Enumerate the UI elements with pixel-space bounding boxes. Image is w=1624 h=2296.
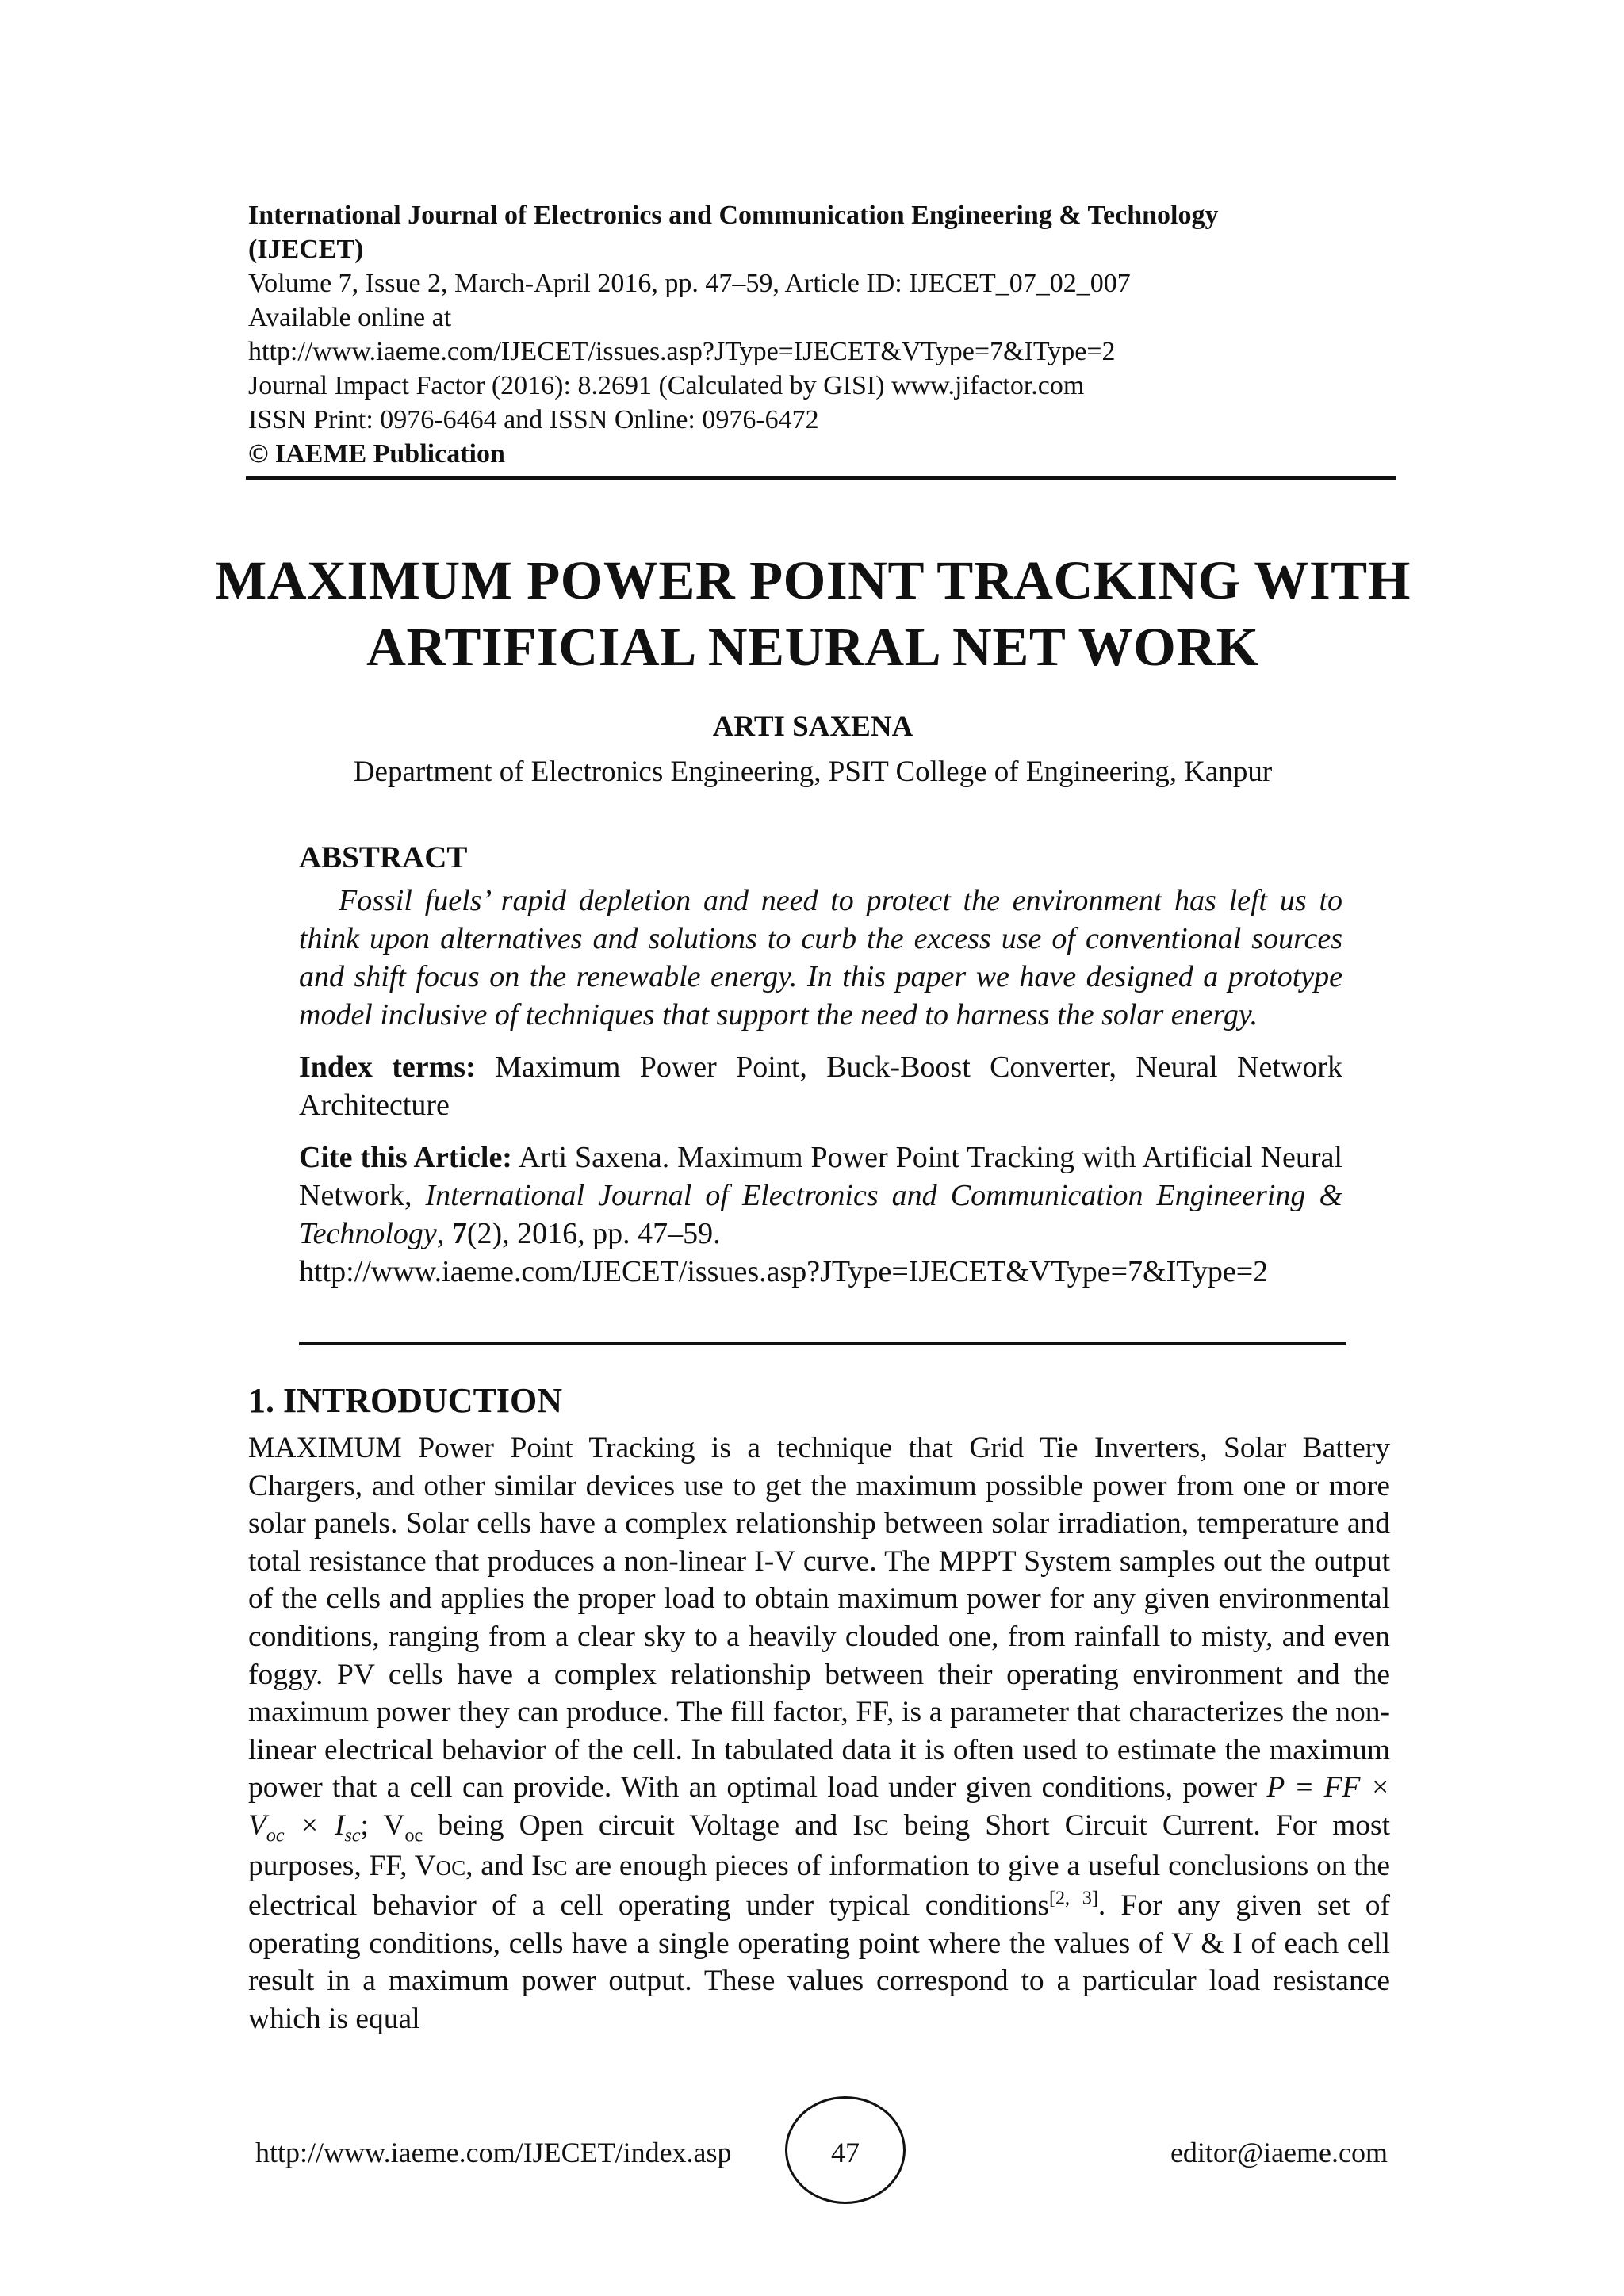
issue-url[interactable]: http://www.iaeme.com/IJECET/issues.asp?JType=IJECET&VType=7&IType=2 bbox=[248, 337, 1116, 366]
introduction-body bbox=[248, 1429, 1390, 2038]
intro-text-4: being Short Circuit Current. For most purposes, FF, V bbox=[248, 1808, 1390, 1882]
cite-issue-pages: (2), 2016, pp. 47–59. bbox=[466, 1217, 721, 1250]
footer-url[interactable]: http://www.iaeme.com/IJECET/index.asp bbox=[255, 2137, 732, 2168]
cite-url[interactable]: http://www.iaeme.com/IJECET/issues.asp?JType=IJECET&VType=7&IType=2 bbox=[299, 1255, 1269, 1288]
intro-text-5: , and I bbox=[465, 1849, 542, 1882]
available-online: Available online at bbox=[248, 303, 452, 332]
journal-name-line2: (IJECET) bbox=[248, 235, 364, 264]
reference-marker[interactable]: [2, 3] bbox=[1048, 1888, 1098, 1909]
intro-text-3: being Open circuit Voltage and I bbox=[423, 1808, 863, 1842]
formula-sub-sc: sc bbox=[344, 1825, 361, 1846]
abstract-section bbox=[299, 839, 1342, 1291]
paper-title bbox=[159, 547, 1467, 680]
journal-header bbox=[248, 198, 1390, 471]
page-number: 47 bbox=[831, 2137, 860, 2168]
author-affiliation: Department of Electronics Engineering, PSIT College of Engineering, Kanpur bbox=[353, 756, 1273, 788]
cite-comma: , bbox=[436, 1217, 445, 1250]
abstract-text: Fossil fuels’ rapid depletion and need to protect the environment has left us to think upon alternatives and solutions to curb the excess use of conventional sources and shift focus on the renewable energy. In this paper we have designed a prototype model inclusive of techniques that support the need to harness the solar energy. bbox=[299, 884, 1342, 1031]
intro-text-7: . For any given set of operating conditions, cells have a single operating point where the values of V & I of each cell result in a maximum power output. These values correspond to a particular load resistance which is equal bbox=[248, 1889, 1390, 2035]
footer-email[interactable]: editor@iaeme.com bbox=[1170, 2137, 1388, 2168]
publisher: © IAEME Publication bbox=[248, 439, 505, 469]
formula-sub-oc: oc bbox=[266, 1825, 285, 1846]
paper-title-line1: MAXIMUM POWER POINT TRACKING WITH bbox=[215, 550, 1411, 610]
formula-main: P = FF × V bbox=[248, 1771, 1390, 1842]
abstract-heading: ABSTRACT bbox=[299, 840, 468, 874]
index-terms-text: Maximum Power Point, Buck-Boost Converter, Neural Network Architecture bbox=[299, 1050, 1342, 1122]
journal-name-line1: International Journal of Electronics and Communication Engineering & Technology bbox=[248, 201, 1219, 230]
index-terms-label: Index terms: bbox=[299, 1050, 476, 1084]
isc-subscript-2: SC bbox=[541, 1855, 568, 1880]
voc-subscript-2: OC bbox=[435, 1855, 466, 1880]
author-name: ARTI SAXENA bbox=[712, 710, 914, 743]
intro-text-6: are enough pieces of information to give a useful conclusions on the electrical behavior of a cell operating under typical conditions bbox=[248, 1849, 1391, 1923]
voc-subscript: oc bbox=[404, 1825, 423, 1846]
cite-text: Arti Saxena. Maximum Power Point Tracking with Artificial Neural Network, bbox=[299, 1141, 1342, 1212]
isc-subscript: SC bbox=[862, 1815, 889, 1839]
issn-info: ISSN Print: 0976-6464 and ISSN Online: 0976-6472 bbox=[248, 405, 819, 434]
impact-factor: Journal Impact Factor (2016): 8.2691 (Calculated by GISI) www.jifactor.com bbox=[248, 371, 1085, 400]
volume-info: Volume 7, Issue 2, March-April 2016, pp. 47–59, Article ID: IJECET_07_02_007 bbox=[248, 269, 1131, 298]
cite-volume: 7 bbox=[451, 1217, 467, 1250]
cite-journal: International Journal of Electronics and Communication Engineering & Technology bbox=[299, 1179, 1343, 1250]
citation bbox=[299, 1138, 1342, 1291]
index-terms bbox=[299, 1048, 1342, 1124]
section-heading-introduction: 1. INTRODUCTION bbox=[248, 1381, 563, 1420]
cite-label: Cite this Article: bbox=[299, 1141, 512, 1174]
abstract-divider bbox=[299, 1342, 1346, 1345]
paper-title-line2: ARTIFICIAL NEURAL NET WORK bbox=[366, 617, 1259, 677]
intro-text-1: MAXIMUM Power Point Tracking is a technique that Grid Tie Inverters, Solar Battery Chargers, and other similar devices use to get the maximum possible power from one or more solar panels. Solar cells have a complex relationship between solar irradiation, temperature and total resistance that produces a non-linear I-V curve. The MPPT System samples out the output of the cells and applies the proper load to obtain maximum power for any given environmental conditions, ranging from a clear sky to a heavily clouded one, from rainfall to misty, and even foggy. PV cells have a complex relationship between their operating environment and the maximum power they can produce. The fill factor, FF, is a parameter that characterizes the non-linear electrical behavior of the cell. In tabulated data it is often used to estimate the maximum power that a cell can provide. With an optimal load under given conditions, power bbox=[248, 1432, 1390, 1804]
formula-mid: × I bbox=[284, 1808, 345, 1842]
introduction-paragraph bbox=[248, 1429, 1390, 2038]
header-divider bbox=[246, 476, 1396, 480]
intro-text-2: ; V bbox=[360, 1808, 405, 1842]
